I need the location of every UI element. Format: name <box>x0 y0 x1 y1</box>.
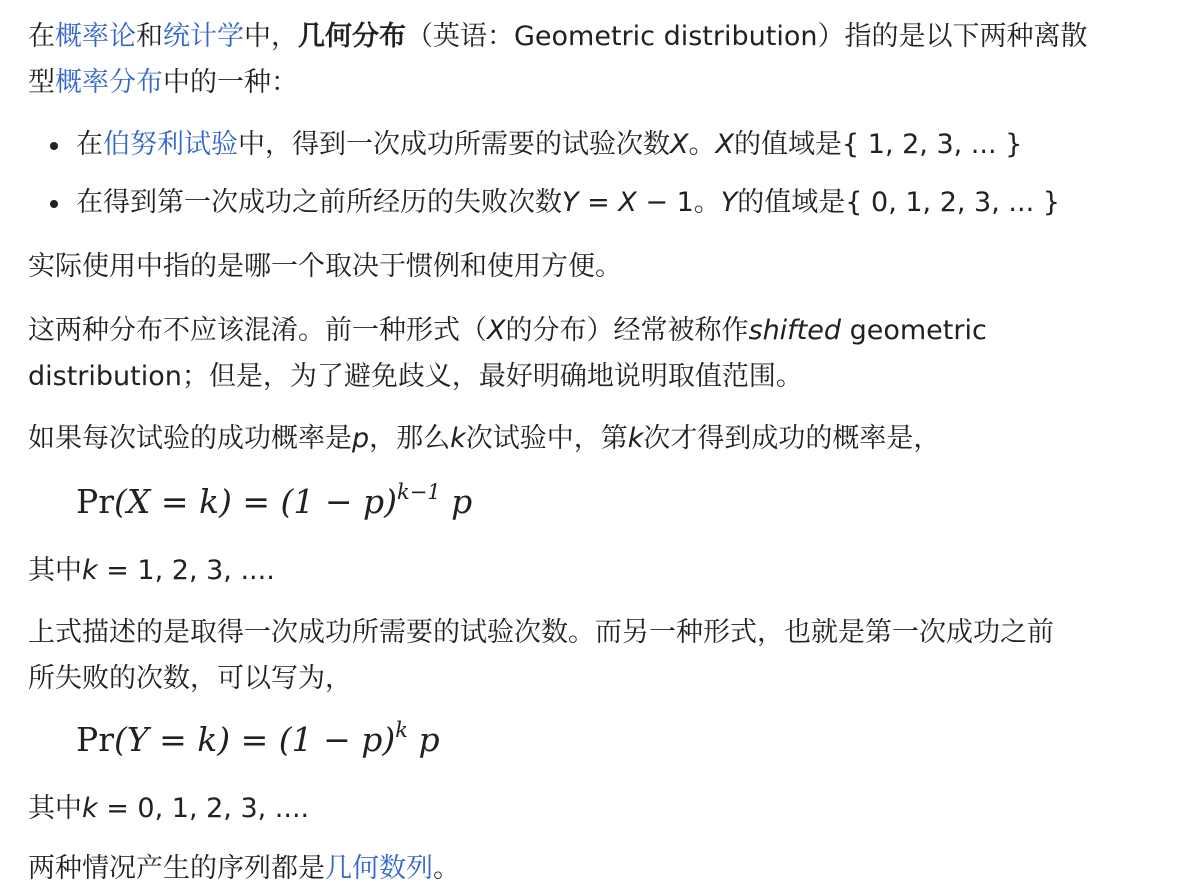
usage-paragraph: 实际使用中指的是哪一个取决于惯例和使用方便。 <box>28 251 622 282</box>
text: 中， <box>244 21 298 52</box>
formula-exponent: k−1 <box>396 480 441 504</box>
link-geometric-sequence[interactable]: 几何数列 <box>325 853 433 884</box>
link-probability-theory[interactable]: 概率论 <box>55 21 136 52</box>
text: geometric <box>841 315 987 346</box>
text: − 1。 <box>636 187 721 218</box>
text: 的值域是{ 1, 2, 3, ... } <box>734 129 1023 160</box>
formula-exponent: k <box>395 718 409 742</box>
text: 次试验中，第 <box>465 423 628 454</box>
formula-pr: Pr <box>76 720 114 759</box>
text: 次才得到成功的概率是， <box>643 423 941 454</box>
math-var: k <box>627 423 644 454</box>
formula-pmf-x <box>76 480 472 521</box>
text: 在 <box>76 129 103 160</box>
math-var: Y <box>562 187 579 218</box>
math-var: k <box>82 555 98 586</box>
text: （英语：Geometric distribution）指的是以下两种离散 <box>406 21 1088 52</box>
formula-pr: Pr <box>76 482 114 521</box>
text: 中的一种： <box>163 67 298 98</box>
text: 的分布）经常被称作 <box>505 315 749 346</box>
alt-line-2: 所失败的次数，可以写为， <box>28 663 352 694</box>
intro-line-2 <box>28 60 1087 106</box>
formula-body: (Y = k) = (1 − p) <box>113 720 396 759</box>
text: ，那么 <box>369 423 451 454</box>
link-probability-distribution[interactable]: 概率分布 <box>55 67 163 98</box>
list-item <box>28 122 1060 168</box>
distinction-line-1 <box>28 308 987 354</box>
math-var: k <box>82 793 98 824</box>
text: 。 <box>688 129 716 160</box>
range-note-2 <box>28 786 309 832</box>
formula-pmf-y <box>76 718 440 759</box>
bullet-icon <box>50 142 58 150</box>
math-var: X <box>618 187 637 218</box>
text: 这两种分布不应该混淆。前一种形式（ <box>28 315 487 346</box>
intro-paragraph <box>28 14 1087 106</box>
link-statistics[interactable]: 统计学 <box>163 21 244 52</box>
text: 在得到第一次成功之前所经历的失败次数 <box>76 187 562 218</box>
link-bernoulli-trial[interactable]: 伯努利试验 <box>103 129 238 160</box>
text: 型 <box>28 67 55 98</box>
formula-body: (X = k) = (1 − p) <box>113 482 397 521</box>
distinction-line-2: distribution；但是，为了避免歧义，最好明确地说明取值范围。 <box>28 361 803 392</box>
math-var: k <box>450 423 466 454</box>
math-var: X <box>715 129 734 160</box>
text: = <box>578 187 619 218</box>
distinction-paragraph <box>28 308 987 400</box>
definition-list <box>28 122 1060 226</box>
list-item <box>28 180 1060 226</box>
alt-line-1: 上式描述的是取得一次成功所需要的试验次数。而另一种形式，也就是第一次成功之前 <box>28 617 1054 648</box>
text: 两种情况产生的序列都是 <box>28 853 325 884</box>
alternative-form-paragraph <box>28 610 1054 702</box>
intro-line-1 <box>28 14 1087 60</box>
math-var: Y <box>720 187 738 218</box>
math-var: p <box>352 423 370 454</box>
text: 在 <box>28 21 55 52</box>
text: 如果每次试验的成功概率是 <box>28 423 352 454</box>
text: 的值域是{ 0, 1, 2, 3, ... } <box>737 187 1060 218</box>
term-geometric-distribution: 几何分布 <box>298 21 406 52</box>
text: 其中 <box>28 555 82 586</box>
text: 中，得到一次成功所需要的试验次数 <box>238 129 670 160</box>
math-var: X <box>487 315 506 346</box>
formula-tail: p <box>408 720 440 759</box>
formula-tail: p <box>440 482 473 521</box>
probability-paragraph <box>28 416 940 462</box>
text: = 0, 1, 2, 3, .... <box>97 793 310 824</box>
range-note-1 <box>28 548 275 594</box>
bullet-icon <box>50 200 58 208</box>
math-var: X <box>670 129 689 160</box>
term-shifted: shifted <box>748 315 842 346</box>
text: 和 <box>136 21 163 52</box>
text: 其中 <box>28 793 82 824</box>
sequence-paragraph <box>28 846 460 892</box>
text: = 1, 2, 3, .... <box>97 555 275 586</box>
text: 。 <box>433 853 460 884</box>
